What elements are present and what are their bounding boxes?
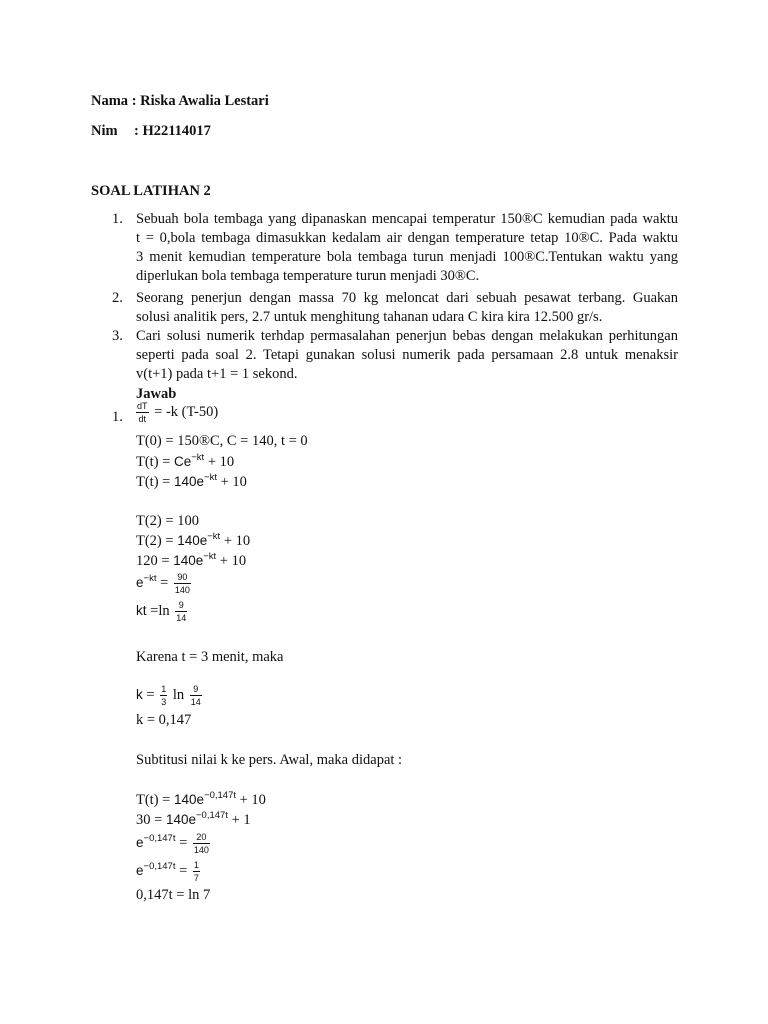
equation-T2-expanded [136,531,250,551]
fraction-20-140 [193,832,210,855]
fraction-numerator: 20 [193,832,210,844]
question-3-text [136,327,678,384]
equation-base: e [136,862,144,878]
equation-lhs: T(t) = [136,454,174,470]
subtitusi-text: Subtitusi nilai k ke pers. Awal, maka didapat : [136,752,403,768]
question-number-2: 2. [112,290,123,306]
question-1-line: t = 0,bola tembaga dimasukkan kedalam air dengan temperature tetap 10®C. Pada waktu [136,230,678,246]
equation-exponent: −kt [203,551,217,562]
equation-exponent: −0,147t [204,790,236,801]
equation-base: e [136,574,144,590]
equation-equals: = [175,862,191,879]
equation-equals: = [156,574,172,591]
equation-120 [136,551,246,571]
equation-base: 140e [165,812,196,827]
fraction-numerator: 9 [190,684,202,696]
equation-exponent: −kt [143,572,157,584]
equation-e-kt [136,572,193,595]
fraction-1-7 [193,860,200,883]
nim-value: : H22114017 [134,123,211,139]
question-2-text [136,289,678,327]
question-1-text [136,210,678,286]
equation-k-value: k = 0,147 [136,712,192,728]
fraction-denominator: 140 [174,585,190,595]
equation-T2: T(2) = 100 [136,513,199,529]
equation-base: Ce [173,454,192,469]
fraction-9-14 [175,600,187,623]
fraction-1-3 [160,684,167,707]
equation-k-ln [136,684,204,707]
question-2-line: solusi analitik pers, 2.7 untuk menghitung tahanan udara C kira kira 12.500 gr/s. [136,309,603,325]
equation-equals: = [142,686,159,703]
fraction-numerator: dT [137,401,148,411]
equation-base: e [136,834,144,850]
equation-lhs: T(t) = [136,792,174,808]
fraction-dT-dt [136,401,149,424]
equation-rhs: + 10 [204,454,235,470]
equation-exponent: −kt [191,452,205,463]
equation-particular-solution [136,472,247,492]
equation-general-solution [136,452,234,472]
equation-Tt-substituted [136,790,266,810]
equation-e-20-140 [136,832,212,855]
equation-base: 140e [177,533,208,548]
equation-rest: = -k (T-50) [154,403,219,420]
question-2-line: Seorang penerjun dengan massa 70 kg meloncat dari sebuah pesawat terbang. Guakan [136,290,678,306]
equation-lhs: 30 = [136,812,166,828]
equation-ln: =ln [146,602,174,619]
fraction-numerator: 1 [161,684,167,694]
answer-title: Jawab [136,386,177,402]
question-1-line: Sebuah bola tembaga yang dipanaskan mencapai temperatur 150®C kemudian pada waktu [136,211,678,227]
nama-label: Nama [91,93,129,109]
question-3-line: Cari solusi numerik terhdap permasalahan penerjun bebas dengan melakukan perhitungan [136,328,678,344]
equation-base: 140e [173,553,204,568]
equation-rhs: + 1 [227,812,251,828]
question-1-line: diperlukan bola tembaga temperature turun menjadi 30®C. [136,268,480,284]
answer-number-1: 1. [112,409,123,425]
equation-exponent: −kt [204,472,217,483]
equation-base: 140e [173,792,205,807]
nama-line [91,92,269,111]
fraction-denominator: dt [138,414,147,424]
equation-lhs: k [136,686,143,702]
nama-value: : Riska Awalia Lestari [131,93,269,109]
fraction-numerator: 9 [175,600,187,612]
karena-text: Karena t = 3 menit, maka [136,649,284,665]
question-3-line: seperti pada soal 2. Tetapi gunakan solusi numerik pada persamaan 2.8 untuk menaksir [136,347,678,363]
fraction-90-140 [174,572,191,595]
equation-rhs: + 10 [236,792,266,808]
equation-exponent: −kt [207,531,221,542]
fraction-denominator: 7 [193,873,199,883]
equation-exponent: −0,147t [143,860,176,872]
equation-dT-dt [134,401,218,424]
question-number-1: 1. [112,211,123,227]
equation-ln7: 0,147t = ln 7 [136,887,211,903]
equation-30 [136,810,251,830]
fraction-denominator: 14 [176,613,187,623]
nim-line [91,122,211,141]
equation-lhs: 120 = [136,553,174,569]
question-3-line: v(t+1) pada t+1 = 1 sekond. [136,366,298,382]
question-1-line: 3 menit kemudian temperature bola tembaga turun menjadi 100®C.Tentukan waktu yang [136,249,678,265]
nim-label: Nim [91,123,118,139]
equation-equals: = [175,834,191,851]
equation-e-1-7 [136,860,202,883]
equation-rhs: + 10 [220,533,251,549]
equation-kt-ln [136,600,189,623]
fraction-denominator: 3 [161,697,167,707]
equation-exponent: −0,147t [143,832,176,844]
equation-rhs: + 10 [216,553,247,569]
fraction-numerator: 90 [174,572,191,584]
question-number-3: 3. [112,328,123,344]
equation-lhs: kt [136,602,147,618]
equation-lhs: T(2) = [136,533,178,549]
section-title: SOAL LATIHAN 2 [91,183,211,199]
equation-ln: ln [169,686,188,703]
equation-lhs: T(t) = [136,474,174,490]
fraction-denominator: 140 [193,845,209,855]
equation-base: 140e [173,474,205,489]
fraction-numerator: 1 [193,860,199,870]
equation-rhs: + 10 [216,474,247,490]
equation-exponent: −0,147t [195,810,228,821]
equation-initial-conditions: T(0) = 150®C, C = 140, t = 0 [136,433,308,449]
fraction-9-14 [190,684,202,707]
fraction-denominator: 14 [190,697,201,707]
